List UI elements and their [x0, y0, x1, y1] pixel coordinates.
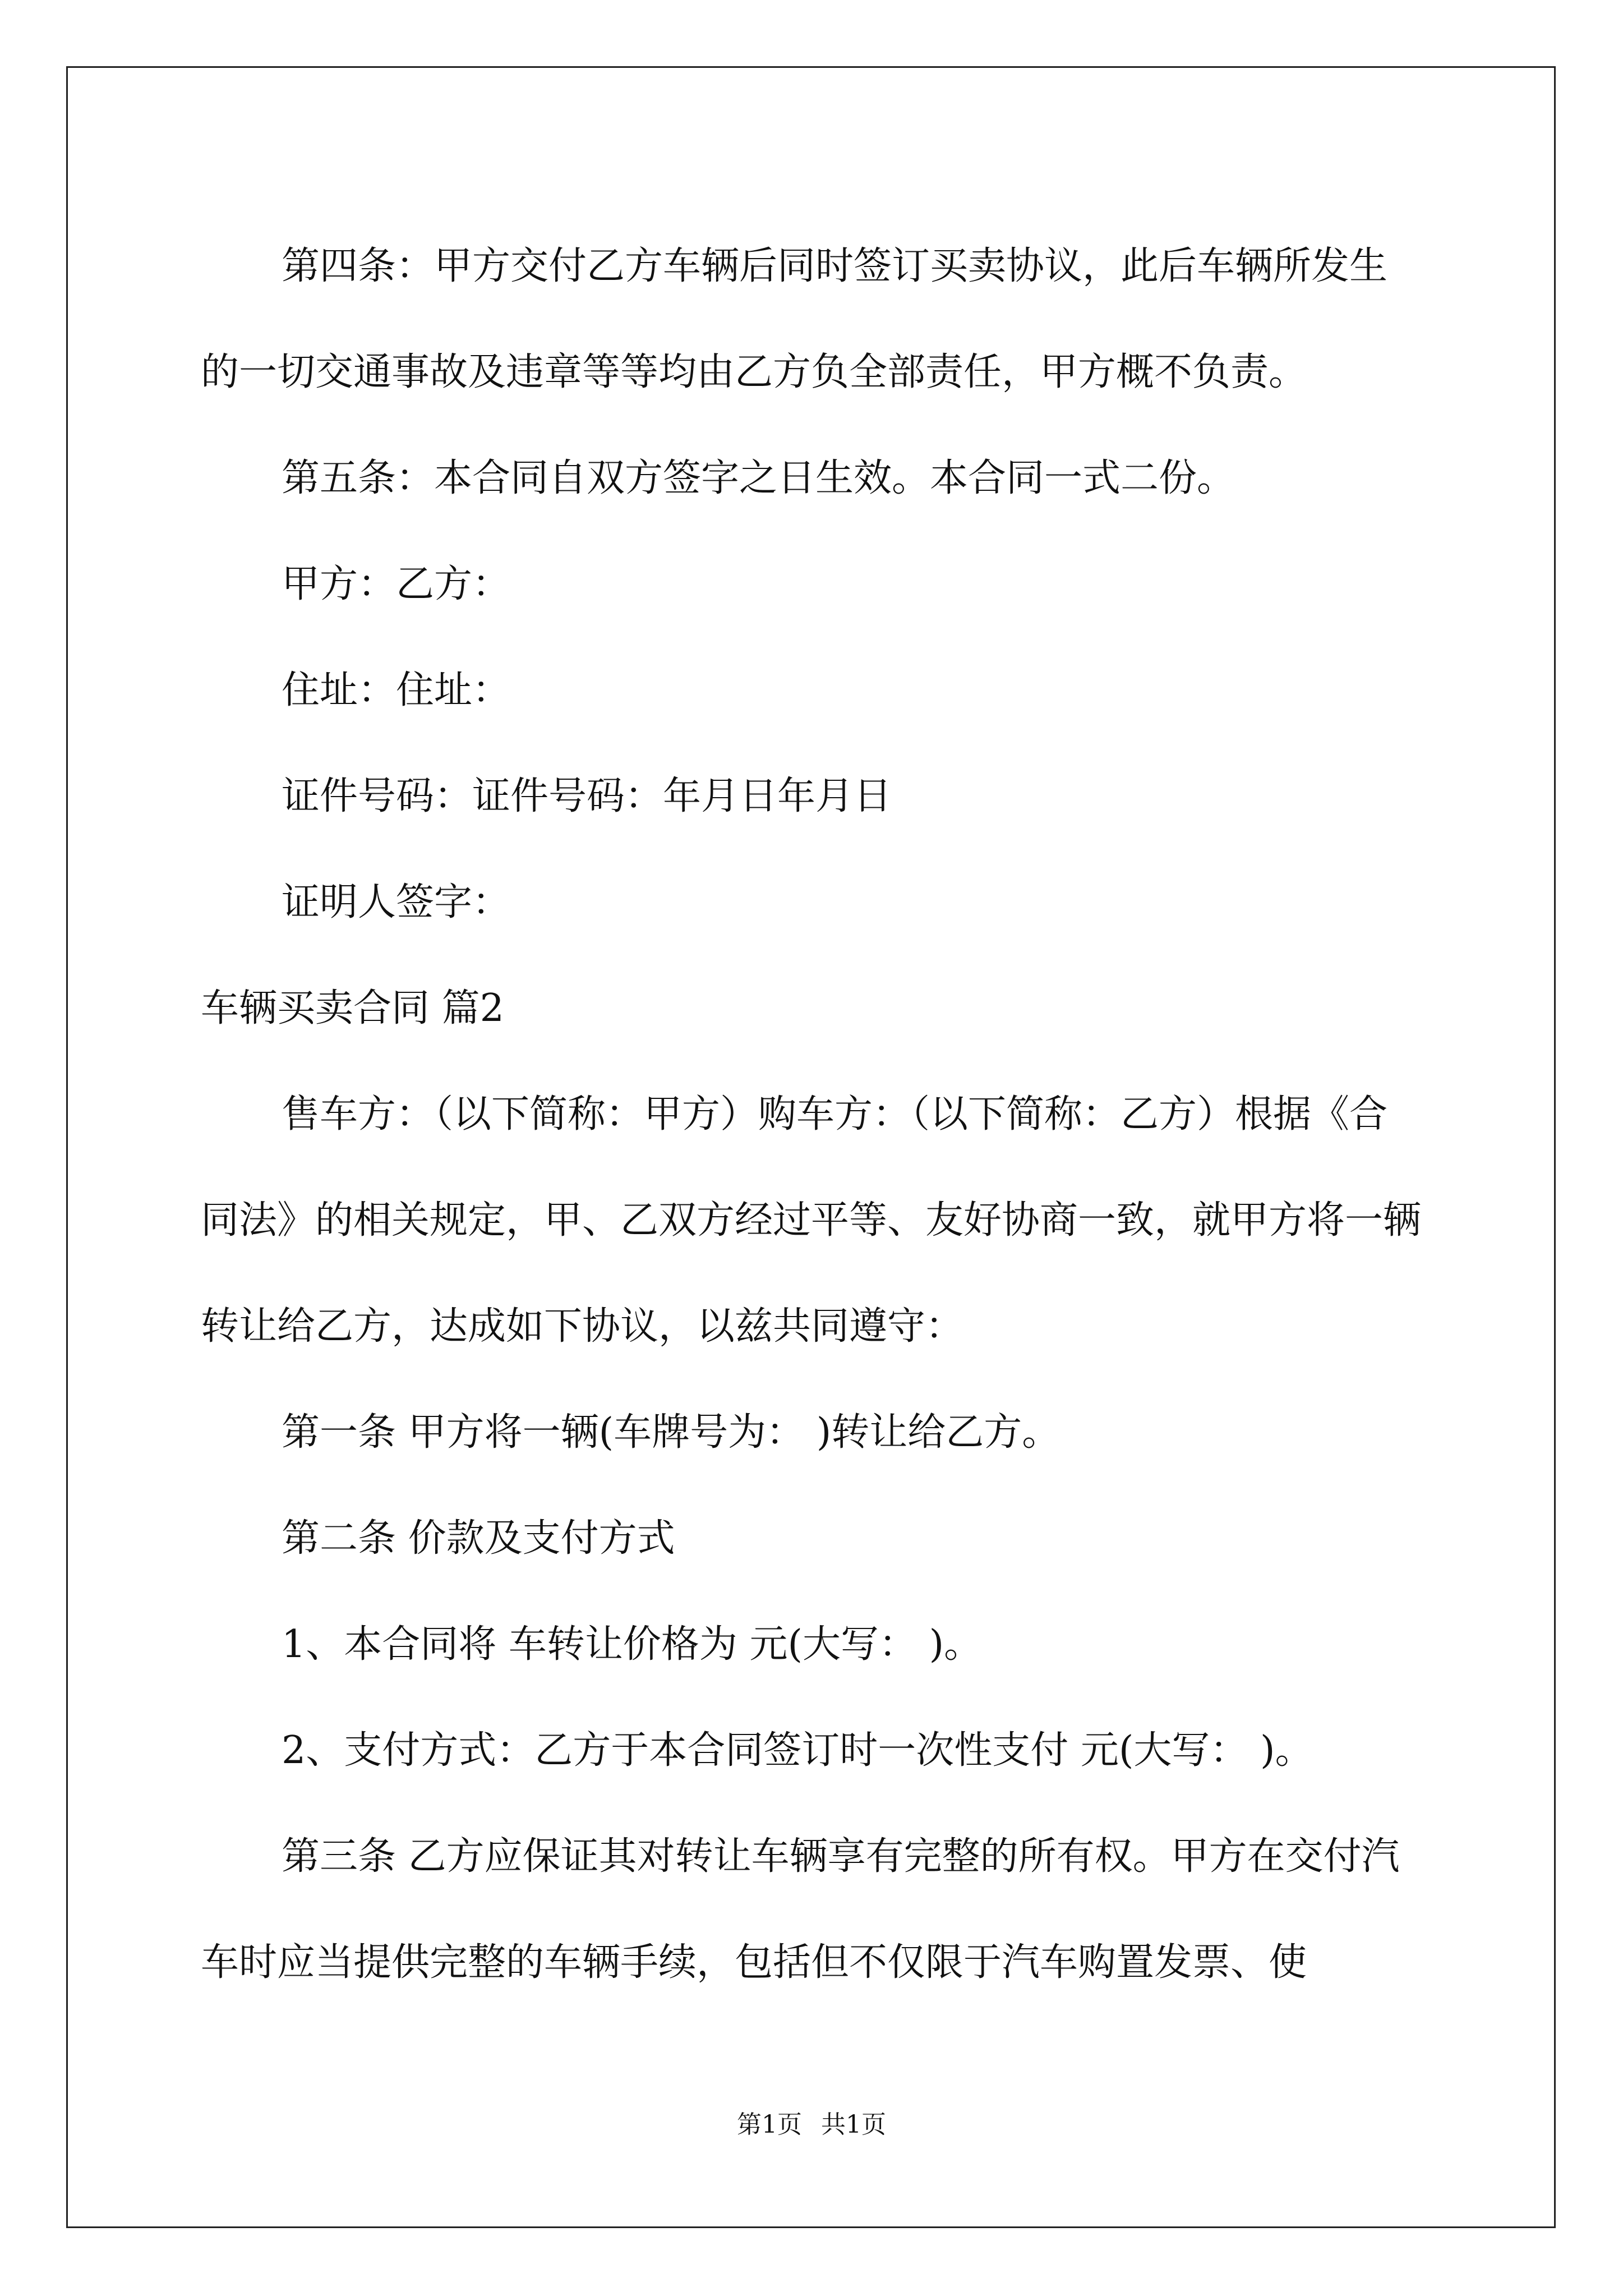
- page-footer: [0, 2109, 1623, 2141]
- paragraph-id-number: 证件号码：证件号码：年月日年月日: [282, 774, 892, 818]
- paragraph-clause-2: 第二条 价款及支付方式: [282, 1516, 675, 1561]
- page-total: 共1页: [821, 2110, 886, 2139]
- page-number: 第1页: [737, 2110, 802, 2139]
- paragraph-parties: 甲方：乙方：: [282, 562, 511, 606]
- paragraph-article-4: 第四条：甲方交付乙方车辆后同时签订买卖协议，此后车辆所发生的一切交通事故及违章等等均由乙方负全部责任，甲方概不负责。: [201, 244, 1388, 394]
- paragraph-preamble: 售车方：（以下简称：甲方）购车方：（以下简称：乙方）根据《合同法》的相关规定，甲、乙双方经过平等、友好协商一致，就甲方将一辆 转让给乙方，达成如下协议，以兹共同遵守：: [201, 1092, 1433, 1349]
- paragraph-clause-2-item-1: 1、本合同将 车转让价格为 元(大写： )。: [282, 1622, 983, 1667]
- paragraph-clause-3: 第三条 乙方应保证其对转让车辆享有完整的所有权。甲方在交付汽车时应当提供完整的车辆手续，包括但不仅限于汽车购置发票、使: [201, 1834, 1400, 1985]
- paragraph-clause-1: 第一条 甲方将一辆(车牌号为： )转让给乙方。: [282, 1410, 1061, 1455]
- document-body: [201, 213, 1433, 2016]
- paragraph-witness: 证明人签字：: [282, 880, 511, 924]
- paragraph-address: 住址：住址：: [282, 668, 511, 712]
- paragraph-clause-2-item-2: 2、支付方式：乙方于本合同签订时一次性支付 元(大写： )。: [282, 1728, 1313, 1773]
- paragraph-article-5: 第五条：本合同自双方签字之日生效。本合同一式二份。: [282, 456, 1235, 500]
- section-heading: 车辆买卖合同 篇2: [201, 986, 504, 1030]
